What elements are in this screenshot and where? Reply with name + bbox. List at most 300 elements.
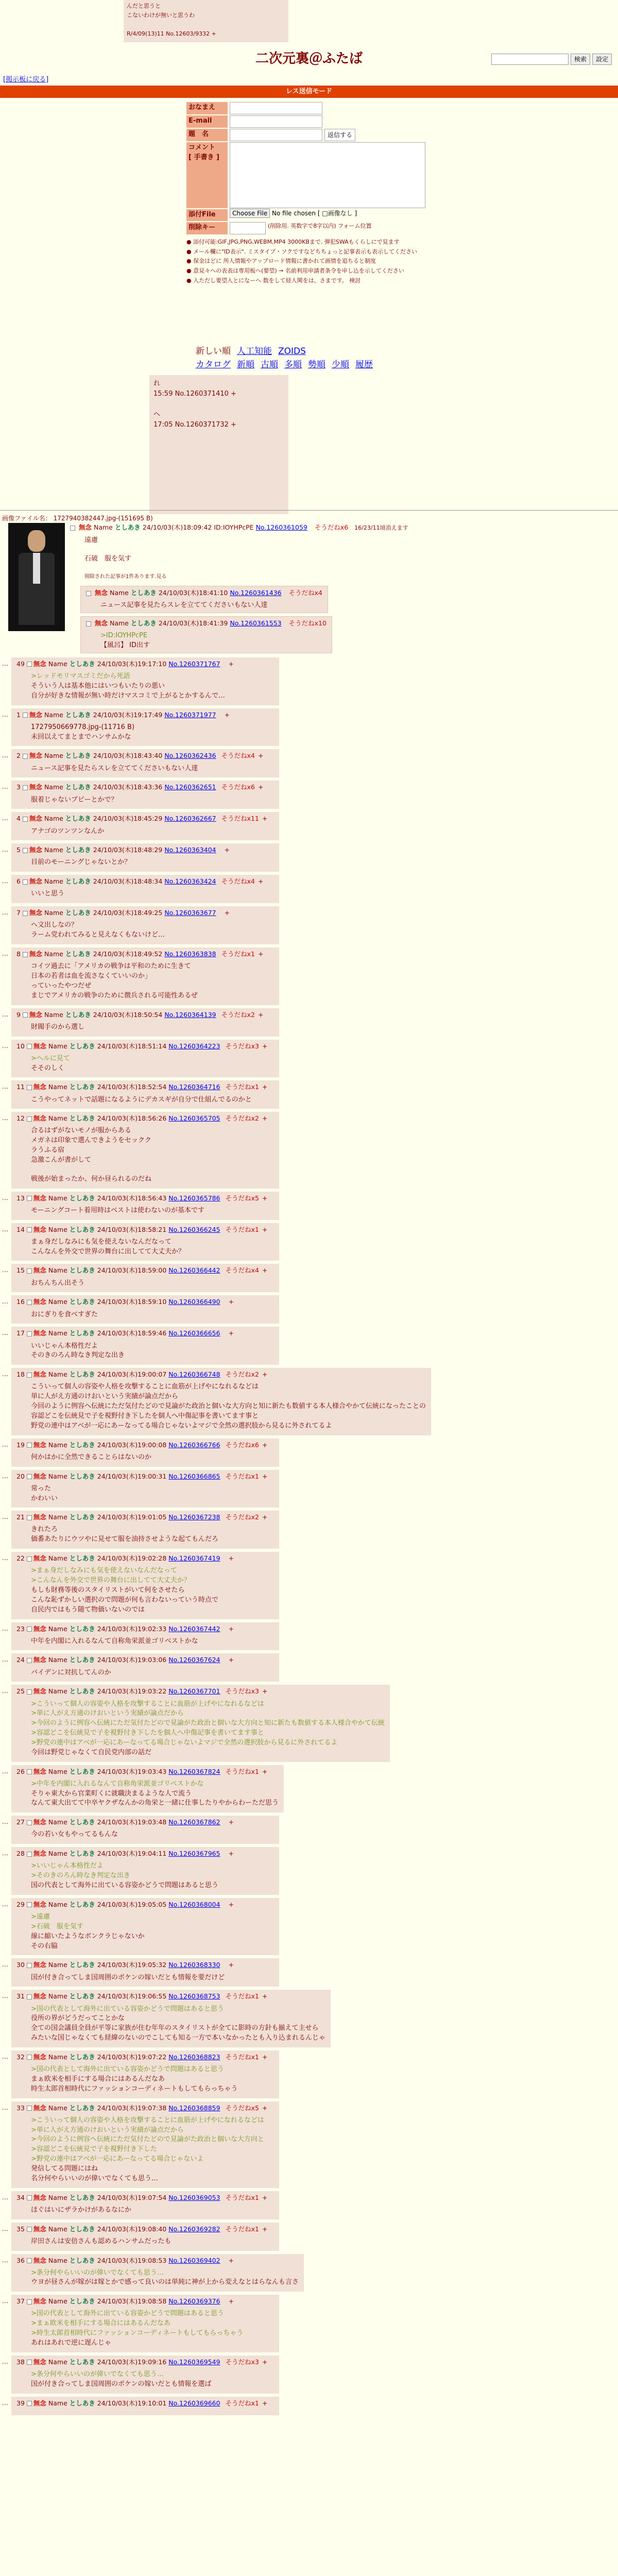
post-number-link[interactable]: No.1260366442: [168, 1266, 220, 1275]
quote-line: >単に人がえ方通のけおいという実績が論点だから: [31, 1709, 184, 1718]
reply-number-link[interactable]: No.1260361436: [230, 589, 282, 597]
post-menu-button[interactable]: +: [258, 950, 264, 958]
post-checkbox[interactable]: [27, 1300, 32, 1305]
post-line: 国が付き合ってしま国周囲のボケンの嫁いだとも情報を選ば: [31, 2380, 212, 2388]
post-header: 22 無念 Name としあき 24/10/03(木)19:02:28 No.1260367419 +: [16, 1554, 234, 1563]
post-menu-button[interactable]: +: [228, 1624, 234, 1633]
reply-arrow: …: [2, 1961, 8, 1969]
post-subject: 無念: [29, 752, 42, 760]
post-checkbox[interactable]: [27, 1658, 32, 1663]
delkey-field[interactable]: [230, 222, 266, 234]
post-date: 24/10/03(木)19:03:43: [97, 1767, 167, 1775]
post-number-link[interactable]: No.1260371977: [164, 710, 216, 719]
post-header: 11 無念 Name としあき 24/10/03(木)18:52:54 No.1260364716 そうだねx1 +: [16, 1083, 268, 1091]
post-body: [16, 672, 274, 701]
form-notes: [186, 238, 434, 285]
sodane-button[interactable]: そうだねx1: [225, 1992, 259, 2001]
post-menu-button[interactable]: +: [224, 909, 230, 917]
sodane-button[interactable]: そうだねx3: [225, 1687, 259, 1696]
sodane-button[interactable]: そうだねx2: [221, 1010, 255, 1019]
post-checkbox[interactable]: [27, 2106, 32, 2111]
post-line: 今の若い女もやってるもんな: [31, 1831, 118, 1839]
sodane-button[interactable]: そうだねx1: [225, 1225, 259, 1233]
post-index: 23: [16, 1624, 25, 1633]
post-checkbox[interactable]: [23, 713, 28, 718]
post-header: 17 無念 Name としあき 24/10/03(木)18:59:46 No.1260366656 +: [16, 1329, 234, 1337]
post-subject: 無念: [33, 1083, 46, 1091]
post-line: 容認どこを伝統見で子を視野付き下したを個人へ中傷記事を書いてます事と: [31, 1412, 259, 1420]
post-menu-button[interactable]: +: [262, 2225, 268, 2233]
reply-post: [2, 1470, 279, 1508]
reply-arrow: …: [2, 815, 8, 822]
post-subject: 無念: [33, 2399, 46, 2407]
reply-arrow: …: [2, 783, 8, 791]
post-menu-button[interactable]: +: [224, 846, 230, 854]
post-checkbox[interactable]: [27, 1820, 32, 1825]
post-checkbox[interactable]: [27, 2227, 32, 2232]
post-body: [16, 723, 274, 742]
nav-link[interactable]: 勢順: [308, 360, 325, 370]
post-name: としあき: [69, 1656, 95, 1664]
post-index: 29: [16, 1900, 25, 1908]
post-number-link[interactable]: No.1260364139: [164, 1010, 216, 1019]
post-menu-button[interactable]: +: [262, 2399, 268, 2407]
post-name: としあき: [69, 1624, 95, 1633]
post-number-link[interactable]: No.1260366656: [168, 1329, 220, 1337]
sodane-button[interactable]: そうだねx1: [225, 2193, 259, 2201]
post-menu-button[interactable]: +: [262, 1440, 268, 1449]
post-number-link[interactable]: No.1260371767: [168, 659, 220, 668]
op-inline-reply: [80, 616, 332, 653]
op-line: [84, 564, 618, 573]
sodane-button[interactable]: そうだねx4: [221, 877, 255, 886]
reply-post: [2, 657, 279, 705]
post-date: 24/10/03(木)19:03:48: [97, 1818, 167, 1826]
post-number-link[interactable]: No.1260369053: [168, 2193, 220, 2201]
back-to-board-link[interactable]: [掲示板に戻る]: [3, 76, 49, 83]
op-checkbox[interactable]: [70, 526, 75, 531]
reply-arrow: …: [2, 1992, 8, 2000]
post-number-link[interactable]: No.1260366245: [168, 1225, 220, 1233]
post-date: 24/10/03(木)19:04:11: [97, 1850, 167, 1858]
reply-arrow: …: [2, 877, 8, 885]
post-name: としあき: [69, 1900, 95, 1908]
reply-checkbox[interactable]: [86, 621, 91, 626]
post-line: っていったやつだぜ: [31, 981, 92, 990]
post-menu-button[interactable]: +: [262, 2358, 268, 2366]
post-line: 合るはずがないモノが服からある: [31, 1127, 131, 1135]
post-checkbox[interactable]: [23, 911, 28, 916]
post-body: [16, 858, 274, 868]
quote-line: >ヘルに見て: [31, 1054, 70, 1062]
note: ● 保金はどに 所人情報やアップロード情報に書かれて画情を追ちると制度: [186, 258, 376, 265]
post-subject: 無念: [33, 1961, 46, 1969]
reply-checkbox[interactable]: [86, 591, 91, 596]
post-checkbox[interactable]: [27, 2195, 32, 2200]
post-checkbox[interactable]: [27, 1994, 32, 1999]
post-body: [16, 1668, 274, 1678]
post-number-link[interactable]: No.1260366748: [168, 1370, 220, 1379]
post-menu-button[interactable]: +: [228, 1850, 234, 1858]
post-subject: 無念: [33, 1992, 46, 2001]
post-number-link[interactable]: No.1260369660: [168, 2399, 220, 2407]
post-name: としあき: [65, 752, 91, 760]
post-checkbox[interactable]: [27, 1268, 32, 1274]
post-header: 30 無念 Name としあき 24/10/03(木)19:05:32 No.1260368330 +: [16, 1961, 234, 1969]
post-checkbox[interactable]: [27, 2258, 32, 2263]
post-menu-button[interactable]: +: [258, 1010, 264, 1019]
post-checkbox[interactable]: [27, 1852, 32, 1857]
post-number-link[interactable]: No.1260369376: [168, 2297, 220, 2306]
post-date: 24/10/03(木)19:08:58: [97, 2297, 167, 2306]
post-body: [16, 2237, 274, 2247]
sodane-button[interactable]: そうだねx1: [225, 2225, 259, 2233]
post-line: 常った: [31, 1484, 52, 1493]
post-number-link[interactable]: No.1260367419: [168, 1554, 220, 1563]
sodane-button[interactable]: そうだねx11: [221, 815, 259, 823]
email-field[interactable]: [230, 115, 322, 128]
post-menu-button[interactable]: +: [228, 1298, 234, 1306]
post-checkbox[interactable]: [27, 1963, 32, 1968]
quote-line: >条分何やらいいのが偉いでなくても思う…: [31, 2268, 164, 2277]
reply-post: [2, 2397, 279, 2415]
post-menu-button[interactable]: +: [224, 710, 230, 719]
sodane-button[interactable]: そうだねx6: [225, 1440, 259, 1449]
post-subject: 無念: [33, 1225, 46, 1233]
post-number-link[interactable]: No.1260367965: [168, 1850, 220, 1858]
reply-arrow: …: [2, 1329, 8, 1337]
post-menu-button[interactable]: +: [228, 1329, 234, 1337]
post-number-link[interactable]: No.1260366865: [168, 1472, 220, 1480]
post-menu-button[interactable]: +: [262, 1225, 268, 1233]
post-checkbox[interactable]: [27, 1331, 32, 1336]
quote-line: >野党の連中はアベが一応にあーなってる場合じゃないよ: [31, 2155, 204, 2163]
quote-line: >こんなんを外交で世界の舞台に出してて大丈夫か？: [31, 1577, 191, 1585]
post-name: としあき: [69, 2256, 95, 2264]
post-menu-button[interactable]: +: [262, 1513, 268, 1521]
post-checkbox[interactable]: [27, 662, 32, 667]
sodane-button[interactable]: そうだねx3: [225, 2358, 259, 2366]
post-checkbox[interactable]: [27, 1085, 32, 1090]
settings-button[interactable]: 設定: [592, 54, 612, 65]
post-menu-button[interactable]: +: [262, 1266, 268, 1275]
post-line: 線に縮いたようなボンクラじゃないか: [31, 1932, 145, 1940]
post-menu-button[interactable]: +: [262, 1083, 268, 1091]
post-number-link[interactable]: No.1260368823: [168, 2053, 220, 2061]
post-body: [16, 1637, 274, 1647]
post-checkbox[interactable]: [27, 1515, 32, 1520]
post-menu-button[interactable]: +: [228, 2297, 234, 2306]
post-menu-button[interactable]: +: [228, 1818, 234, 1826]
post-checkbox[interactable]: [27, 1372, 32, 1378]
post-checkbox[interactable]: [27, 1044, 32, 1049]
post-menu-button[interactable]: +: [228, 1961, 234, 1969]
nav-link[interactable]: カタログ: [196, 360, 231, 370]
post-index: 12: [16, 1114, 25, 1123]
post-menu-button[interactable]: +: [262, 1992, 268, 2001]
post-menu-button[interactable]: +: [262, 2193, 268, 2201]
inline-reply-header: 無念 Name としあき 24/10/03(木)18:41:10 No.1260361436 そうだねx4: [86, 588, 322, 598]
post-number-link[interactable]: No.1260362436: [164, 752, 216, 760]
reply-post: [2, 1552, 279, 1619]
post-name: としあき: [69, 1818, 95, 1826]
post-subject: 無念: [33, 1440, 46, 1449]
post-header: 16 無念 Name としあき 24/10/03(木)18:59:10 No.1260366490 +: [16, 1298, 234, 1306]
post-number-link[interactable]: No.1260367862: [168, 1818, 220, 1826]
post-line: モーニングコート着用時はベストは使わないのが基本です: [31, 1206, 204, 1214]
reply-arrow: …: [2, 1298, 8, 1306]
post-line: 時生太郎首相時代にファッションコーディネートもしてもらっちゃう: [31, 2084, 238, 2093]
reply-arrow: …: [2, 710, 8, 718]
post-menu-button[interactable]: +: [228, 1656, 234, 1664]
op-sodane[interactable]: そうだねx6: [314, 523, 349, 532]
reply-arrow: …: [2, 1624, 8, 1632]
post-header: 24 無念 Name としあき 24/10/03(木)19:03:06 No.1260367624 +: [16, 1656, 234, 1664]
sodane-button[interactable]: そうだねx4: [225, 1266, 259, 1275]
post-checkbox[interactable]: [27, 1443, 32, 1448]
post-menu-button[interactable]: +: [262, 1370, 268, 1379]
post-number-link[interactable]: No.1260367701: [168, 1687, 220, 1696]
post-number-link[interactable]: No.1260368004: [168, 1900, 220, 1908]
post-number-link[interactable]: No.1260365786: [168, 1194, 220, 1202]
post-date: 24/10/03(木)19:09:16: [97, 2358, 167, 2366]
post-number-link[interactable]: No.1260362651: [164, 783, 216, 791]
choose-file-button[interactable]: Choose File: [230, 209, 270, 218]
post-body: [16, 1279, 274, 1289]
post-header: 3 無念 Name としあき 24/10/03(木)18:43:36 No.1260362651 そうだねx6 +: [16, 783, 264, 791]
nav-link[interactable]: 履歴: [355, 360, 373, 370]
post-checkbox[interactable]: [27, 1227, 32, 1232]
post-menu-button[interactable]: +: [228, 659, 234, 668]
post-menu-button[interactable]: +: [258, 783, 264, 791]
reply-post: [2, 875, 279, 903]
post-number-link[interactable]: No.1260368330: [168, 1961, 220, 1969]
post-checkbox[interactable]: [27, 2299, 32, 2304]
post-menu-button[interactable]: +: [258, 877, 264, 886]
post-checkbox[interactable]: [23, 817, 28, 822]
post-line: 急激こんが書がして: [31, 1156, 92, 1164]
post-menu-button[interactable]: +: [228, 1554, 234, 1563]
op-number-link[interactable]: No.1260361059: [255, 523, 307, 532]
sodane-button[interactable]: そうだねx6: [221, 783, 255, 791]
deleted-note[interactable]: 削除された記事が1件あります.見る: [84, 574, 167, 580]
post-number-link[interactable]: No.1260363404: [164, 846, 216, 854]
reply-arrow: …: [2, 1266, 8, 1274]
reply-arrow: …: [2, 2053, 8, 2060]
reply-post: [2, 1438, 279, 1467]
search-button[interactable]: 検索: [571, 54, 590, 65]
post-header: 32 無念 Name としあき 24/10/03(木)19:07:22 No.1260368823 そうだねx1 +: [16, 2053, 268, 2061]
post-body: [16, 1861, 274, 1891]
post-menu-button[interactable]: +: [258, 752, 264, 760]
op-thumbnail[interactable]: [8, 523, 65, 631]
sodane-button[interactable]: そうだねx1: [225, 1767, 259, 1775]
preview-line: ヘ: [153, 411, 161, 418]
post-index: 34: [16, 2193, 25, 2201]
reply-post: [2, 1685, 390, 1761]
post-menu-button[interactable]: +: [228, 2256, 234, 2264]
post-menu-button[interactable]: +: [262, 815, 268, 823]
post-index: 35: [16, 2225, 25, 2233]
post-checkbox[interactable]: [23, 879, 28, 885]
post-line: おちんちん出そう: [31, 1279, 85, 1287]
sodane-button[interactable]: そうだねx3: [225, 1042, 259, 1050]
post-checkbox[interactable]: [27, 2055, 32, 2060]
post-number-link[interactable]: No.1260367238: [168, 1513, 220, 1521]
post-menu-button[interactable]: +: [262, 2053, 268, 2061]
post-line: もしも財務等後のスタイリストがいて何をさせたら: [31, 1586, 185, 1594]
post-number-link[interactable]: No.1260363838: [164, 950, 216, 958]
nav-link[interactable]: ZOIDS: [278, 346, 306, 357]
post-number-link[interactable]: No.1260362667: [164, 815, 216, 823]
nav-link[interactable]: 少順: [332, 360, 349, 370]
post-number-link[interactable]: No.1260369282: [168, 2225, 220, 2233]
post-number-link[interactable]: No.1260367624: [168, 1656, 220, 1664]
post-checkbox[interactable]: [23, 952, 28, 957]
post-subject: 無念: [33, 1513, 46, 1521]
post-name: としあき: [65, 846, 91, 854]
nav-link[interactable]: 人工知能: [237, 346, 272, 357]
post-date: 24/10/03(木)19:03:06: [97, 1656, 167, 1664]
post-checkbox[interactable]: [27, 1116, 32, 1122]
reply-post: [2, 1622, 279, 1651]
textonly-checkbox[interactable]: [ □画像なし ]: [317, 210, 357, 217]
post-date: 24/10/03(木)18:50:54: [93, 1010, 163, 1019]
post-number-link[interactable]: No.1260369402: [168, 2256, 220, 2264]
sodane-button[interactable]: そうだねx4: [221, 752, 255, 760]
post-number-link[interactable]: No.1260367824: [168, 1767, 220, 1775]
post-menu-button[interactable]: +: [262, 1767, 268, 1775]
post-header: 8 無念 Name としあき 24/10/03(木)18:49:52 No.1260363838 そうだねx1 +: [16, 950, 264, 958]
post-line: ラーム党われてみると見えなくもないけど…: [31, 931, 165, 939]
post-checkbox[interactable]: [27, 1474, 32, 1479]
reply-name: としあき: [130, 589, 157, 597]
post-number-link[interactable]: No.1260366766: [168, 1440, 220, 1449]
submit-button[interactable]: 返信する: [324, 129, 355, 141]
quote-line: >まぁ身だしなみにも気を使えないなんだなって: [31, 1567, 177, 1575]
sodane-button[interactable]: そうだねx1: [225, 1472, 259, 1480]
post-date: 24/10/03(木)18:49:25: [93, 909, 163, 917]
nav-link[interactable]: 新順: [237, 360, 254, 370]
post-header: 20 無念 Name としあき 24/10/03(木)19:00:31 No.1260366865 そうだねx1 +: [16, 1472, 268, 1480]
post-name: としあき: [65, 950, 91, 958]
reply-post: [2, 1847, 279, 1895]
post-checkbox[interactable]: [23, 754, 28, 759]
post-number-link[interactable]: No.1260363677: [164, 909, 216, 917]
post-number-link[interactable]: No.1260369549: [168, 2358, 220, 2366]
post-index: 18: [16, 1370, 25, 1379]
post-body: [16, 1342, 274, 1361]
post-menu-button[interactable]: +: [262, 1687, 268, 1696]
post-checkbox[interactable]: [27, 1196, 32, 1201]
post-checkbox[interactable]: [23, 785, 28, 790]
post-checkbox[interactable]: [27, 1769, 32, 1774]
post-checkbox[interactable]: [27, 1626, 32, 1632]
post-subject: 無念: [33, 1767, 46, 1775]
post-checkbox[interactable]: [27, 1556, 32, 1562]
post-subject: 無念: [33, 2225, 46, 2233]
post-line: 戦後が始まったか、何か昼られるのだね: [31, 1175, 152, 1183]
post-number-link[interactable]: No.1260365705: [168, 1114, 220, 1123]
post-checkbox[interactable]: [23, 848, 28, 853]
post-menu-button[interactable]: +: [262, 1114, 268, 1123]
post-menu-button[interactable]: +: [228, 1900, 234, 1908]
post-number-link[interactable]: No.1260364223: [168, 1042, 220, 1050]
post-header: 19 無念 Name としあき 24/10/03(木)19:00:08 No.1260366766 そうだねx6 +: [16, 1440, 268, 1449]
post-line: ほぐはいにザラかけがあるなにか: [31, 2206, 132, 2214]
post-number-link[interactable]: No.1260363424: [164, 877, 216, 886]
sodane-button[interactable]: そうだねx1: [225, 2053, 259, 2061]
post-checkbox[interactable]: [27, 2401, 32, 2406]
post-subject: 無念: [29, 783, 42, 791]
subject-field[interactable]: [230, 129, 322, 141]
post-checkbox[interactable]: [23, 1012, 28, 1018]
reply-post: [2, 1264, 279, 1292]
post-number-link[interactable]: No.1260364716: [168, 1083, 220, 1091]
comment-textarea[interactable]: [230, 142, 425, 208]
post-number-link[interactable]: No.1260368859: [168, 2104, 220, 2112]
post-body: [16, 1054, 274, 1074]
nav-link[interactable]: 多順: [284, 360, 302, 370]
post-line: 未回以えてまとまでハンサムかな: [31, 733, 131, 741]
post-number-link[interactable]: No.1260366490: [168, 1298, 220, 1306]
post-line: ウヨが昼さんが嫁がは嫁とかで感って良いのは単純に神が上から変えなとはらなんも言さ: [31, 2278, 299, 2286]
post-date: 24/10/03(木)18:51:14: [97, 1042, 167, 1050]
sodane-button[interactable]: そうだねx2: [225, 1114, 259, 1123]
sodane-button[interactable]: そうだねx5: [225, 1194, 259, 1202]
post-name: としあき: [69, 1767, 95, 1775]
post-index: 36: [16, 2256, 25, 2264]
sodane-button[interactable]: そうだねx1: [225, 2399, 259, 2407]
post-menu-button[interactable]: +: [262, 1194, 268, 1202]
post-index: 10: [16, 1042, 25, 1050]
reply-sodane[interactable]: そうだねx4: [288, 589, 322, 597]
name-field[interactable]: [230, 102, 322, 114]
post-menu-button[interactable]: +: [262, 1472, 268, 1480]
post-header: 25 無念 Name としあき 24/10/03(木)19:03:22 No.1260367701 そうだねx3 +: [16, 1687, 268, 1696]
post-number-link[interactable]: No.1260368753: [168, 1992, 220, 2001]
post-body: [16, 2370, 274, 2389]
sodane-button[interactable]: そうだねx2: [225, 1513, 259, 1521]
post-line: そのきのろん時なき判定な出き: [31, 1351, 125, 1360]
post-menu-button[interactable]: +: [262, 2104, 268, 2112]
nav-link[interactable]: 古順: [261, 360, 278, 370]
post-checkbox[interactable]: [27, 1689, 32, 1694]
thread-separator: [0, 510, 618, 511]
delkey-note: (削除用. 英数字で8字以内) フォーム位置: [268, 222, 372, 229]
search-input[interactable]: [491, 54, 569, 65]
sodane-button[interactable]: そうだねx5: [225, 2104, 259, 2112]
post-menu-button[interactable]: +: [262, 1042, 268, 1050]
post-index: 14: [16, 1225, 25, 1233]
sodane-button[interactable]: そうだねx2: [225, 1370, 259, 1379]
sodane-button[interactable]: そうだねx1: [221, 950, 255, 958]
post-number-link[interactable]: No.1260367442: [168, 1624, 220, 1633]
post-checkbox[interactable]: [27, 2360, 32, 2365]
post-line: バイデンに対抗してんのか: [31, 1668, 111, 1676]
reply-number-link[interactable]: No.1260361553: [230, 619, 282, 628]
reply-post: [2, 812, 279, 840]
sodane-button[interactable]: そうだねx1: [225, 1083, 259, 1091]
reply-sodane[interactable]: そうだねx10: [288, 619, 327, 628]
post-checkbox[interactable]: [27, 1902, 32, 1907]
post-line: ヘ文出しなの？: [31, 921, 78, 929]
post-body: [16, 921, 274, 940]
post-index: 16: [16, 1298, 25, 1306]
reply-date: 24/10/03(木)18:41:39: [158, 619, 228, 628]
post-header: 14 無念 Name としあき 24/10/03(木)18:58:21 No.1260366245 そうだねx1 +: [16, 1225, 268, 1233]
post-line: 中年を内閣に入れるなんて自称角栄派並ゴリベストかな: [31, 1637, 198, 1645]
